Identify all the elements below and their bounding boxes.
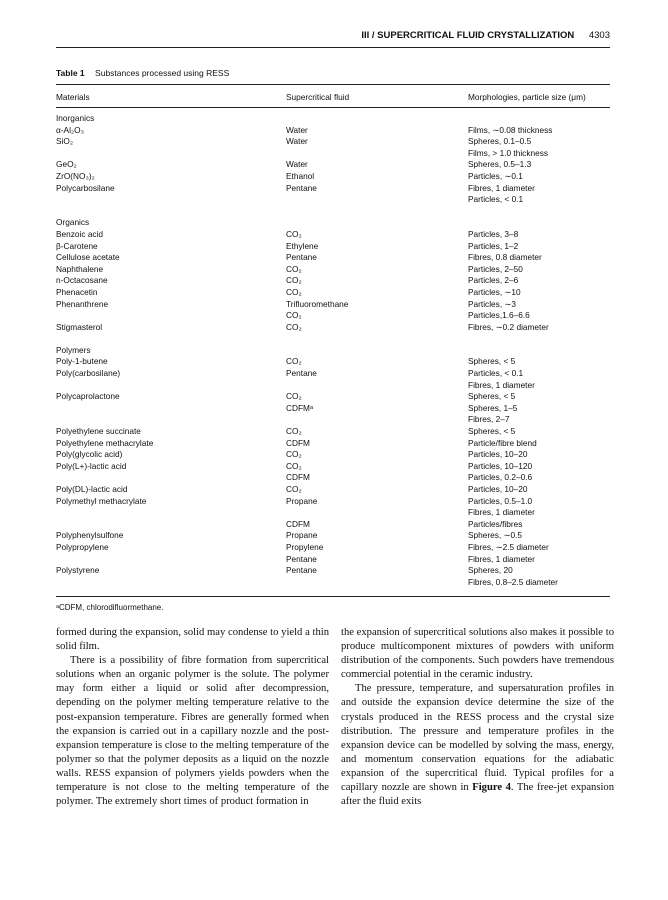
table-row bbox=[56, 391, 610, 403]
body-paragraph: the expansion of supercritical solutions also makes it possible to produce multicomponent mixtures of powders with uniform distribution of the components. Such powders have tremendous commercial potential in the ceramic industry. bbox=[341, 627, 614, 681]
cell-morphology: Fibres, 0.8 diameter bbox=[468, 252, 542, 263]
body-text: . The free-jet expansion after the fluid exits bbox=[341, 782, 614, 808]
cell-material: Polypropylene bbox=[56, 541, 109, 552]
cell-material: Poly-1-butene bbox=[56, 356, 108, 367]
table-caption-text: Substances processed using RESS bbox=[95, 68, 230, 78]
cell-morphology: Particles, 10–20 bbox=[468, 484, 528, 494]
cell-fluid: CDFM bbox=[286, 472, 310, 483]
table-row bbox=[56, 148, 610, 160]
table-row bbox=[56, 542, 610, 554]
cell-material: Phenacetin bbox=[56, 286, 98, 297]
cell-fluid: Pentane bbox=[286, 252, 317, 263]
cell-material: Polymers bbox=[56, 344, 91, 355]
table-row bbox=[56, 345, 610, 357]
cell-morphology: Fibres, 2–7 bbox=[468, 414, 510, 425]
cell-material: Inorganics bbox=[56, 113, 95, 123]
cell-fluid: Water bbox=[286, 124, 308, 135]
cell-fluid: Pentane bbox=[286, 182, 317, 193]
cell-morphology: Fibres, ∼0.2 diameter bbox=[468, 321, 549, 332]
column-header-fluid: Supercritical fluid bbox=[286, 92, 350, 102]
cell-material: β-Carotene bbox=[56, 240, 98, 251]
cell-material: Naphthalene bbox=[56, 263, 104, 274]
cell-morphology: Particles, 10–120 bbox=[468, 460, 533, 471]
table-row bbox=[56, 530, 610, 542]
table-row bbox=[56, 519, 610, 531]
cell-morphology: Particles, < 0.1 bbox=[468, 368, 524, 379]
cell-material: Stigmasterol bbox=[56, 321, 103, 332]
cell-morphology: Particles, ∼3 bbox=[468, 298, 516, 309]
running-title: III / SUPERCRITICAL FLUID CRYSTALLIZATION bbox=[361, 30, 575, 41]
cell-fluid: Propane bbox=[286, 530, 318, 541]
table-row bbox=[56, 565, 610, 577]
table-row bbox=[56, 472, 610, 484]
cell-morphology: Particles, < 0.1 bbox=[468, 194, 524, 205]
cell-fluid: Pentane bbox=[286, 565, 317, 576]
body-text: The pressure, temperature, and supersaturation profiles in and outside the expansion device determine the size of the crystals produced in the RESS process and the crystal size distribution. The pressure and temperature profiles in the expansion device can be modelled by solving the mass, energy, and momentum conservation equations for the adiabatic expansion of the supercritical fluid. Typical profiles for a capillary nozzle are shown in bbox=[341, 683, 614, 794]
cell-material: Polycarbosilane bbox=[56, 182, 115, 193]
cell-fluid: CO₂ bbox=[286, 391, 302, 402]
table-row bbox=[56, 577, 610, 589]
cell-morphology: Spheres, < 5 bbox=[468, 391, 516, 402]
cell-morphology: Spheres, < 5 bbox=[468, 426, 516, 437]
cell-morphology: Particles, 2–50 bbox=[468, 263, 523, 274]
cell-morphology: Particles, ∼0.1 bbox=[468, 170, 523, 181]
table-row bbox=[56, 194, 610, 206]
cell-morphology: Particles, 10–20 bbox=[468, 449, 528, 460]
cell-fluid: CDFM bbox=[286, 437, 310, 448]
cell-material: Polyethylene succinate bbox=[56, 426, 141, 437]
cell-fluid: CO₂ bbox=[286, 310, 302, 321]
table-row bbox=[56, 125, 610, 137]
cell-fluid: CO₂ bbox=[286, 449, 302, 460]
table-row bbox=[56, 275, 610, 287]
cell-morphology: Fibres, 1 diameter bbox=[468, 379, 535, 390]
cell-fluid: CO₂ bbox=[286, 286, 302, 297]
cell-morphology: Particle/fibre blend bbox=[468, 437, 537, 448]
cell-fluid: Ethanol bbox=[286, 170, 315, 181]
table-row bbox=[56, 159, 610, 171]
cell-morphology: Fibres, 1 diameter bbox=[468, 182, 535, 193]
header-rule bbox=[56, 47, 610, 48]
table-row bbox=[56, 403, 610, 415]
cell-morphology: Fibres, 1 diameter bbox=[468, 553, 535, 564]
table-row bbox=[56, 322, 610, 334]
cell-morphology: Particles, 1–2 bbox=[468, 240, 519, 251]
cell-material: ZrO(NO₃)₂ bbox=[56, 170, 95, 181]
table-row bbox=[56, 264, 610, 276]
cell-morphology: Spheres, < 5 bbox=[468, 356, 516, 367]
body-column-left bbox=[56, 626, 329, 809]
cell-fluid: CO₂ bbox=[286, 484, 302, 494]
table-body bbox=[56, 113, 610, 588]
cell-morphology: Spheres, 1–5 bbox=[468, 402, 518, 413]
figure-reference: Figure 4 bbox=[472, 782, 511, 794]
table-row bbox=[56, 496, 610, 508]
table-bottom-rule bbox=[56, 596, 610, 597]
cell-fluid: Pentane bbox=[286, 553, 317, 564]
cell-morphology: Fibres, 0.8–2.5 diameter bbox=[468, 576, 558, 587]
table-row bbox=[56, 113, 610, 125]
cell-fluid: Propylene bbox=[286, 541, 324, 552]
table-row bbox=[56, 368, 610, 380]
cell-morphology: Particles, 0.2–0.6 bbox=[468, 472, 533, 483]
table-row bbox=[56, 287, 610, 299]
table-row bbox=[56, 414, 610, 426]
cell-fluid: Trifluoromethane bbox=[286, 298, 349, 309]
cell-material: Benzoic acid bbox=[56, 228, 104, 239]
table-row bbox=[56, 356, 610, 368]
cell-material: Poly(glycolic acid) bbox=[56, 449, 123, 460]
table-label: Table 1 bbox=[56, 68, 85, 78]
cell-fluid: CO₂ bbox=[286, 321, 302, 332]
cell-morphology: Fibres, 1 diameter bbox=[468, 507, 535, 518]
cell-morphology: Spheres, 20 bbox=[468, 565, 513, 576]
cell-material: Phenanthrene bbox=[56, 298, 109, 309]
cell-material: Cellulose acetate bbox=[56, 252, 120, 263]
cell-fluid: CO₂ bbox=[286, 275, 302, 286]
table-row bbox=[56, 310, 610, 322]
cell-morphology: Fibres, ∼2.5 diameter bbox=[468, 541, 549, 552]
cell-fluid: Water bbox=[286, 159, 308, 170]
cell-material: SiO₂ bbox=[56, 136, 74, 147]
cell-fluid: CO₂ bbox=[286, 356, 302, 367]
table-header-rule bbox=[56, 107, 610, 108]
running-header bbox=[56, 30, 610, 44]
table-row bbox=[56, 507, 610, 519]
cell-material: Poly(carbosilane) bbox=[56, 368, 121, 379]
cell-morphology: Spheres, ∼0.5 bbox=[468, 530, 522, 541]
cell-material: Polymethyl methacrylate bbox=[56, 495, 147, 506]
table-row bbox=[56, 554, 610, 566]
cell-morphology: Films, ∼0.08 thickness bbox=[468, 124, 553, 135]
table-row bbox=[56, 449, 610, 461]
cell-material: Organics bbox=[56, 217, 90, 228]
cell-material: Poly(DL)-lactic acid bbox=[56, 484, 128, 494]
table-caption bbox=[56, 68, 229, 78]
table-row bbox=[56, 461, 610, 473]
table-row bbox=[56, 484, 610, 496]
cell-morphology: Particles,1.6–6.6 bbox=[468, 310, 530, 321]
cell-morphology: Particles, ∼10 bbox=[468, 286, 521, 297]
cell-material: α-Al₂O₃ bbox=[56, 124, 84, 135]
column-header-morphology: Morphologies, particle size (μm) bbox=[468, 92, 586, 102]
table-row bbox=[56, 333, 610, 345]
cell-material: Polycaprolactone bbox=[56, 391, 120, 402]
cell-material: n-Octacosane bbox=[56, 275, 108, 286]
cell-material: Poly(L+)-lactic acid bbox=[56, 460, 127, 471]
cell-fluid: Ethylene bbox=[286, 240, 319, 251]
cell-material: Polyphenylsulfone bbox=[56, 530, 124, 541]
body-paragraph: There is a possibility of fibre formation from supercritical solutions when an organic polymer is the solute. The polymer may form either a liquid or solid after decompression, depending on the polymer melting temperature relative to the post-expansion temperature. Fibres are generally formed when the expansion is carried out in a capillary nozzle and the post-expansion temperature is close to the melting temperature of the polymer so that the polymer deposits as a liquid on the nozzle walls. RESS expansion of polymers yields powders when the temperature is not close to the melting temperature of the polymer. The extremely short times of product formation in bbox=[56, 655, 329, 808]
cell-fluid: Pentane bbox=[286, 368, 317, 379]
table-row bbox=[56, 438, 610, 450]
cell-material: Polyethylene methacrylate bbox=[56, 437, 154, 448]
table-row bbox=[56, 136, 610, 148]
column-header-materials: Materials bbox=[56, 92, 90, 102]
cell-morphology: Particles, 3–8 bbox=[468, 228, 519, 239]
table-row bbox=[56, 217, 610, 229]
table-row bbox=[56, 252, 610, 264]
body-column-right bbox=[341, 626, 614, 809]
cell-fluid: Propane bbox=[286, 495, 318, 506]
table-row bbox=[56, 380, 610, 392]
cell-material: GeO₂ bbox=[56, 159, 77, 170]
table-footnote: ᵃCDFM, chlorodifluormethane. bbox=[56, 603, 164, 612]
cell-morphology: Particles, 0.5–1.0 bbox=[468, 495, 533, 506]
table-row bbox=[56, 241, 610, 253]
cell-morphology: Spheres, 0.1–0.5 bbox=[468, 136, 532, 147]
cell-morphology: Particles, 2–6 bbox=[468, 275, 519, 286]
body-paragraph bbox=[341, 682, 614, 809]
page-number: 4303 bbox=[588, 30, 610, 41]
cell-morphology: Films, > 1.0 thickness bbox=[468, 147, 548, 158]
cell-fluid: Water bbox=[286, 136, 308, 147]
table-row bbox=[56, 171, 610, 183]
cell-fluid: CO₂ bbox=[286, 228, 302, 239]
cell-morphology: Spheres, 0.5–1.3 bbox=[468, 159, 532, 170]
cell-fluid: CDFMᵃ bbox=[286, 402, 314, 413]
cell-morphology: Particles/fibres bbox=[468, 518, 523, 529]
body-paragraph: formed during the expansion, solid may condense to yield a thin solid film. bbox=[56, 627, 329, 653]
cell-fluid: CO₂ bbox=[286, 263, 302, 274]
table-row bbox=[56, 299, 610, 311]
table-row bbox=[56, 183, 610, 195]
cell-fluid: CO₂ bbox=[286, 460, 302, 471]
cell-fluid: CDFM bbox=[286, 518, 310, 529]
table-row bbox=[56, 229, 610, 241]
table-row bbox=[56, 206, 610, 218]
cell-material: Polystyrene bbox=[56, 565, 100, 576]
cell-fluid: CO₂ bbox=[286, 426, 302, 437]
table-top-rule bbox=[56, 84, 610, 85]
table-row bbox=[56, 426, 610, 438]
